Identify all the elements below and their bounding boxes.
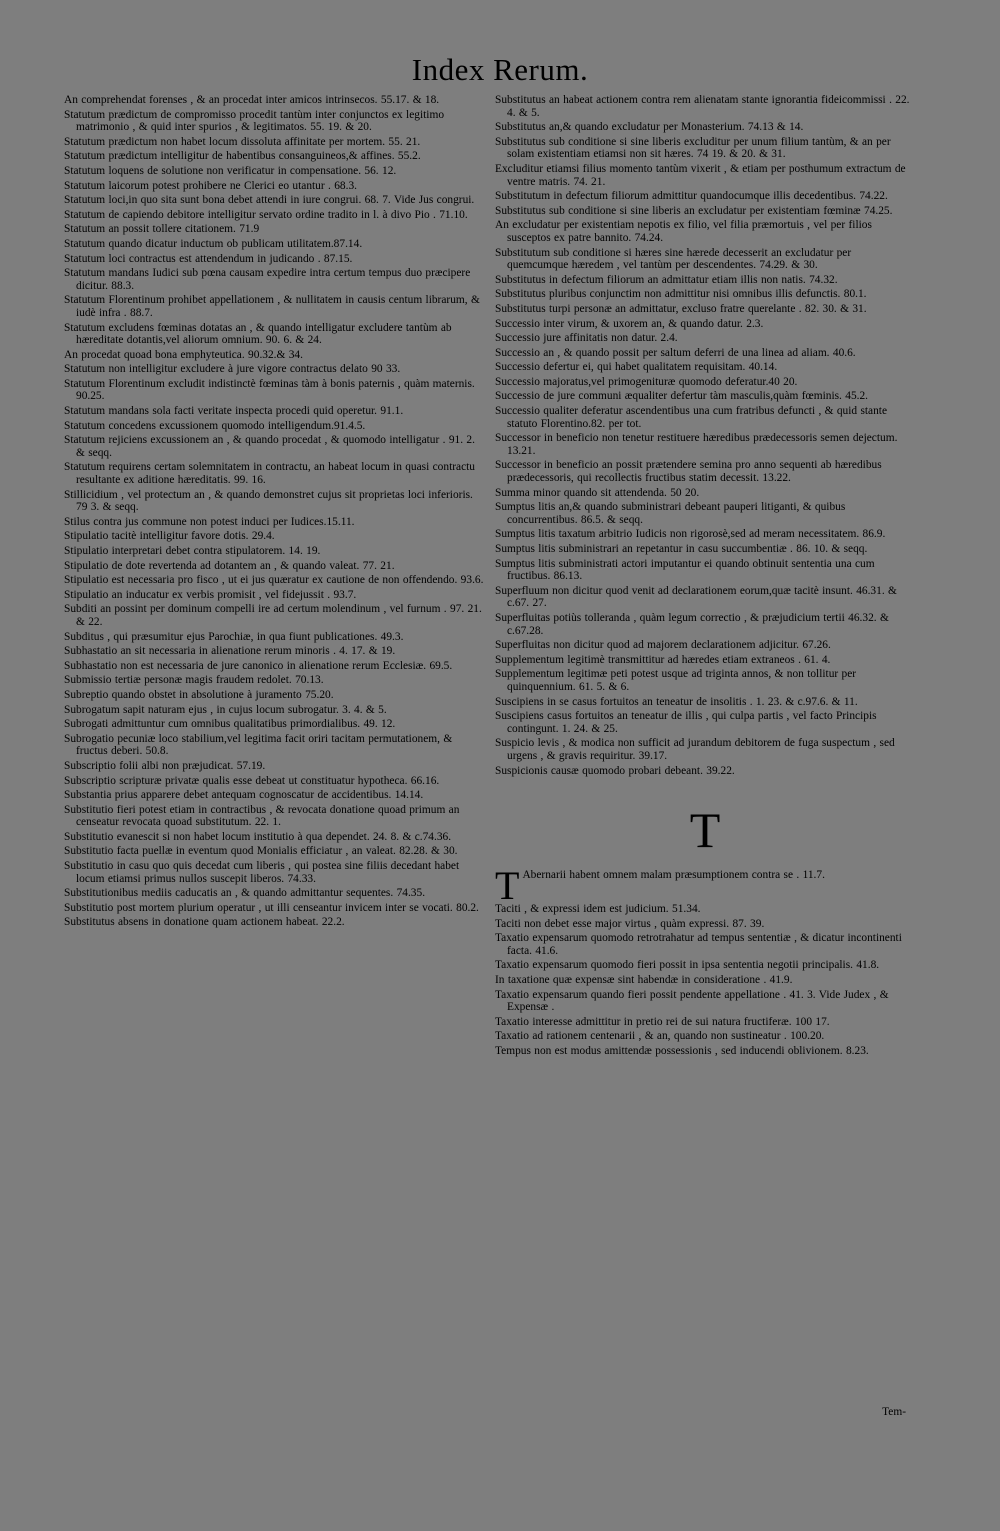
index-entry: Subscriptio scripturæ privatæ qualis esse debeat ut constituatur hypotheca. 66.16. [64,774,440,787]
index-entry: Statutum quando dicatur inductum ob publicam utilitatem.87.14. [64,237,363,250]
index-entry: Statutum rejiciens excussionem an , & quando procedat , & quomodo intelligatur . 91. 2. & seqq. [64,434,475,459]
drop-cap: T [495,863,520,909]
index-entry: Statutum mandans sola facti veritate inspecta procedi quid operetur. 91.1. [64,405,404,418]
catchword: Tem- [882,1406,906,1418]
index-entry: Stipulatio an inducatur ex verbis promisit , vel fidejussit . 93.7. [64,588,357,601]
index-entry: Statutum de capiendo debitore intelligitur servato ordine tradito in l. à divo Pio . 71.10. [64,208,468,221]
index-entry: Subhastatio an sit necessaria in alienatione rerum minoris . 4. 17. & 19. [64,645,396,658]
index-entry: Successio jure affinitatis non datur. 2.4. [495,332,678,345]
index-entry: Substitutio post mortem plurium operatur , ut illi censeantur invicem inter se vocati. 80.2. [64,901,479,914]
index-entry: Supplementum legitimæ peti potest usque ad triginta annos, & non tollitur per quinquennium. 61. 5. & 6. [495,668,857,693]
index-entry: Statutum requirens certam solemnitatem in contractu, an habeat locum in quasi contractu resultante ex aditione hæreditatis. 99. 16. [64,461,476,487]
index-entry: An excludatur per existentiam nepotis ex filio, vel filia præmortuis , vel per filios susceptos ex patre bannito. 74.24. [495,219,872,244]
index-entry: Taxatio ad rationem centenarii , & an, quando non sustineatur . 100.20. [495,1030,825,1043]
index-entry: Taxatio interesse admittitur in pretio rei de sui natura fructiferæ. 100 17. [495,1015,830,1028]
index-entry: Statutum non intelligitur excludere à jure vigore contractus delato 90 33. [64,363,401,376]
index-entry: Successor in beneficio non tenetur restituere hæredibus prædecessoris semen dejectum. 13.21. [495,432,898,457]
index-entry: Successio defertur ei, qui habet qualitatem requisitam. 40.14. [495,361,778,374]
index-entry: Statutum concedens excussionem quomodo intelligendum.91.4.5. [64,419,366,432]
index-entry: Statutum prædictum de compromisso procedit tantùm inter conjunctos ex legitimo matrimonio , & quid inter spurios , & legitimatos. 55. 19. & 20. [64,108,445,134]
index-entry: Statutum prædictum non habet locum dissoluta affinitate per mortem. 55. 21. [64,135,421,148]
index-entry: Taxatio expensarum quomodo retrotrahatur ad tempus sententiæ , & dicatur incontinenti facta. 41.6. [495,932,902,957]
index-entry: Stilus contra jus commune non potest induci per Iudices.15.11. [64,515,355,528]
index-entry: Statutum loci,in quo sita sunt bona debet attendi in iure congrui. 68. 7. Vide Jus congrui. [64,194,475,207]
index-entry: Suspicionis causæ quomodo probari debeant. 39.22. [495,764,735,777]
index-entry: Taciti , & expressi idem est judicium. 51.34. [495,903,701,916]
index-entry: Tempus non est modus amittendæ possessionis , sed inducendi oblivionem. 8.23. [495,1045,869,1058]
left-column [64,94,484,931]
right-column [495,94,915,1060]
index-entry: Suspicio levis , & modica non sufficit ad jurandum debitorem de fuga suspectum , sed urgens , & gravis requiritur. 39.17. [495,737,895,762]
index-entry: An procedat quoad bona emphyteutica. 90.32.& 34. [64,348,303,361]
index-entry: Superfluitas non dicitur quod ad majorem declarationem adjicitur. 67.26. [495,639,831,652]
index-entry: Substitutus absens in donatione quam actionem habeat. 22.2. [64,916,345,929]
section-letter: T [689,802,721,859]
index-entry: Stipulatio tacitè intelligitur favore dotis. 29.4. [64,530,275,543]
index-entry: Sumptus litis an,& quando subministrari debeant pauperi litiganti, & quibus concurrentibus. 86.5. & seqq. [495,501,846,526]
index-entry: Substitutus sub conditione si sine liberis excluditur per unum filium tantùm, & an per solam existentiam etiamsi non sit hæres. 74 19. & 20. & 31. [495,135,891,161]
index-entry: Subrogatio pecuniæ loco stabilium,vel legitima facit oriri tacitam permutationem, & fructus deberi. 50.8. [64,732,453,758]
right-entry-list [495,94,915,777]
index-entry: Substitutio in casu quo quis decedat cum liberis , qui postea sine filiis decedant habet locum etiamsi primus nullos suscepit liberos. 74.33. [64,860,460,885]
index-entry: Subscriptio folii albi non præjudicat. 57.19. [64,759,266,772]
index-entry: Substitutus an,& quando excludatur per Monasterium. 74.13 & 14. [495,121,804,134]
index-entry: Substitutus an habeat actionem contra rem alienatam stante ignorantia fideicommissi . 22. 4. & 5. [495,94,910,119]
index-entry: Subhastatio non est necessaria de jure canonico in alienatione rerum Ecclesiæ. 69.5. [64,659,453,672]
index-entry: Subreptio quando obstet in absolutione à juramento 75.20. [64,688,334,701]
index-entry: Stipulatio est necessaria pro fisco , ut ei jus quæratur ex cautione de non offendendo. 93.6. [64,574,484,587]
index-entry: Successio qualiter deferatur ascendentibus una cum fratribus defuncti , & quid stante statuto Florentino.82. per tot. [495,405,888,430]
index-entry: An comprehendat forenses , & an procedat inter amicos intrinsecos. 55.17. & 18. [64,94,440,106]
index-entry: Substitutio fieri potest etiam in contractibus , & revocata donatione quoad primum an censeatur revocata quoad substitutum. 22. 1. [64,803,460,829]
index-entry: Substitutus pluribus conjunctim non admittitur nisi omnibus illis defunctis. 80.1. [495,288,867,301]
index-entry: Superfluum non dicitur quod venit ad declarationem eorum,quæ tacitè insunt. 46.31. & c.67. 27. [495,584,897,610]
index-entry: Successio de jure communi æqualiter defertur tàm masculis,quàm fœminis. 45.2. [495,390,869,403]
entry-text: Abernarii habent omnem malam præsumptionem contra se . 11.7. [522,869,825,882]
index-entry: Stipulatio interpretari debet contra stipulatorem. 14. 19. [64,545,321,557]
index-entry: Substitutum in defectum filiorum admittitur quandocumque illis decedentibus. 74.22. [495,190,888,203]
index-entry: Successor in beneficio an possit prætendere semina pro anno sequenti ab hæredibus prædecessoris, qui recollectis fructibus statim decessit. 13.22. [495,459,882,485]
index-entry: Excluditur etiamsi filius momento tantùm vixerit , & etiam per posthumum extractum de ventre matris. 74. 21. [495,162,906,188]
index-entry: Statutum Florentinum excludit indistinctè fœminas tàm à bonis paternis , quàm maternis. 90.25. [64,377,475,403]
t-entry-list [495,903,915,1058]
index-entry: Suscipiens in se casus fortuitos an teneatur de insolitis . 1. 23. & c.97.6. & 11. [495,695,858,708]
index-entry: Substitutum sub conditione si hæres sine hærede decesserit an excludatur per quemcumque hæredem , vel tantùm per descendentes. 74.29. & 30. [495,246,852,272]
index-entry: Stillicidium , vel protectum an , & quando demonstret cujus sit proprietas loci inferioris. 79 3. & seqq. [64,488,473,514]
index-entry: Statutum loquens de solutione non verificatur in compensatione. 56. 12. [64,164,397,177]
index-entry: Supplementum legitimè transmittitur ad hæredes etiam extraneos . 61. 4. [495,653,831,666]
index-entry: Sumptus litis taxatum arbitrio Iudicis non rigorosè,sed ad meram necessitatem. 86.9. [495,528,886,541]
index-entry: Statutum Florentinum prohibet appellationem , & nullitatem in causis centum librarum, & iudè infra . 88.7. [64,294,480,319]
index-entry: Statutum prædictum intelligitur de habentibus consanguineos,& affines. 55.2. [64,150,421,163]
index-entry: Taciti non debet esse major virtus , quàm expressi. 87. 39. [495,917,765,930]
index-entry: Subrogati admittuntur cum omnibus qualitatibus primordialibus. 49. 12. [64,718,396,731]
index-entry: Statutum loci contractus est attendendum in judicando . 87.15. [64,252,353,265]
index-entry: Suscipiens casus fortuitos an teneatur de illis , qui culpa partis , vel facto Principis contingunt. 1. 24. & 25. [495,710,877,735]
index-entry: Statutum excludens fœminas dotatas an , & quando intelligatur excludere tantùm ab hæreditate dotantis,vel aliorum omnium. 90. 6. & 24. [64,321,452,347]
index-entry: Substitutus in defectum filiorum an admittatur etiam illis non natis. 74.32. [495,273,838,286]
index-entry: Submissio tertiæ personæ magis fraudem redolet. 70.13. [64,674,324,687]
index-entry: Subrogatum sapit naturam ejus , in cujus locum subrogatur. 3. 4. & 5. [64,703,387,716]
index-entry: Substitutus turpi personæ an admittatur, excluso fratre querelante . 82. 30. & 31. [495,302,867,315]
index-entry: Sumptus litis subministrati actori imputantur ei quando obtinuit sententia una cum fructibus. 86.13. [495,557,875,583]
index-entry: Successio an , & quando possit per saltum deferri de una linea ad aliam. 40.6. [495,346,856,359]
index-entry: Statutum an possit tollere citationem. 71.9 [64,223,260,236]
index-entry: Substitutio facta puellæ in eventum quod Monialis efficiatur , an valeat. 82.28. & 30. [64,845,458,858]
index-entry: Substitutio evanescit si non habet locum institutio à qua dependet. 24. 8. & c.74.36. [64,830,452,843]
index-entry-first-t [495,863,915,909]
index-entry: Subditus , qui præsumitur ejus Parochiæ, in qua fiunt publicationes. 49.3. [64,630,404,643]
index-entry: Sumptus litis subministrari an repetantur in casu succumbentiæ . 86. 10. & seqq. [495,543,868,555]
index-entry: Superfluitas potiùs tolleranda , quàm legum correctio , & præjudicium tertii 46.32. & c.67.28. [495,611,889,637]
index-entry: Statutum mandans Iudici sub pœna causam expedire intra certum tempus duo præcipere dicitur. 88.3. [64,267,471,292]
index-entry: Taxatio expensarum quomodo fieri possit in ipsa sententia negotii principalis. 41.8. [495,959,880,972]
index-entry: Subditi an possint per dominum compelli ire ad certum molendinum , vel furnum . 97. 21. & 22. [64,603,482,628]
index-entry: Successio inter virum, & uxorem an, & quando datur. 2.3. [495,317,764,330]
page-title: Index Rerum. [411,52,589,87]
index-entry: Statutum laicorum potest prohibere ne Clerici eo utantur . 68.3. [64,179,357,192]
index-entry: Stipulatio de dote revertenda ad dotantem an , & quando valeat. 77. 21. [64,559,395,572]
index-entry: Taxatio expensarum quando fieri possit pendente appellatione . 41. 3. Vide Judex , & Expensæ . [495,988,889,1014]
index-entry: Summa minor quando sit attendenda. 50 20. [495,486,700,499]
index-entry: Substantia prius apparere debet antequam cognoscatur de accidentibus. 14.14. [64,789,424,802]
section-heading [495,802,915,859]
index-entry: Substitutus sub conditione si sine liberis an excludatur per existentiam fœminæ 74.25. [495,204,893,217]
index-entry: Successio majoratus,vel primogenituræ quomodo deferatur.40 20. [495,375,798,388]
index-entry: Substitutionibus mediis caducatis an , & quando admittantur sequentes. 74.35. [64,887,426,900]
index-entry: In taxatione quæ expensæ sint habendæ in consideratione . 41.9. [495,974,793,987]
